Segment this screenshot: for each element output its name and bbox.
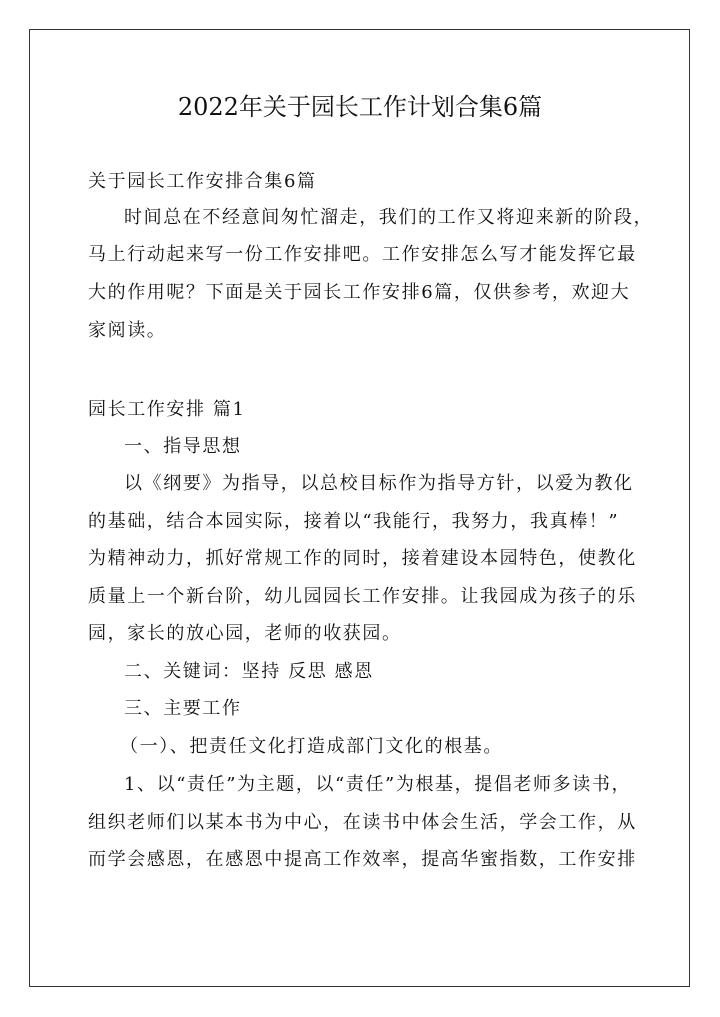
subheading: （一）、把责任文化打造成部门文化的根基。: [120, 736, 503, 757]
section-title: 园长工作安排 篇1: [88, 399, 246, 420]
paragraph-line: 1、以“责任”为主题，以“责任”为根基，提倡老师多读书，: [124, 774, 632, 795]
paragraph-line: 园，家长的放心园，老师的收获园。: [88, 623, 402, 644]
subtitle: 关于园长工作安排合集6篇: [88, 171, 317, 192]
intro-line: 大的作用呢？下面是关于园长工作安排6篇，仅供参考，欢迎大: [88, 282, 631, 303]
document-title: 2022年关于园长工作计划合集6篇: [177, 93, 543, 121]
paragraph-line: 的基础，结合本园实际，接着以“我能行，我努力，我真棒！”: [88, 511, 620, 532]
paragraph-line: 以《纲要》为指导，以总校目标作为指导方针，以爱为教化: [124, 473, 634, 494]
heading-keywords: 二、关键词：坚持 反思 感恩: [124, 661, 374, 682]
intro-line: 家阅读。: [88, 320, 167, 341]
paragraph-line: 为精神动力，抓好常规工作的同时，接着建设本园特色，使教化: [88, 548, 637, 569]
heading-guiding-thought: 一、指导思想: [124, 436, 242, 457]
paragraph-line: 组织老师们以某本书为中心，在读书中体会生活，学会工作，从: [88, 812, 637, 833]
heading-main-work: 三、主要工作: [124, 698, 242, 719]
intro-line: 马上行动起来写一份工作安排吧。工作安排怎么写才能发挥它最: [88, 244, 637, 265]
intro-line: 时间总在不经意间匆忙溜走，我们的工作又将迎来新的阶段，: [124, 207, 654, 228]
paragraph-line: 而学会感恩，在感恩中提高工作效率，提高华蜜指数，工作安排: [88, 849, 637, 870]
paragraph-line: 质量上一个新台阶，幼儿园园长工作安排。让我园成为孩子的乐: [88, 586, 637, 607]
